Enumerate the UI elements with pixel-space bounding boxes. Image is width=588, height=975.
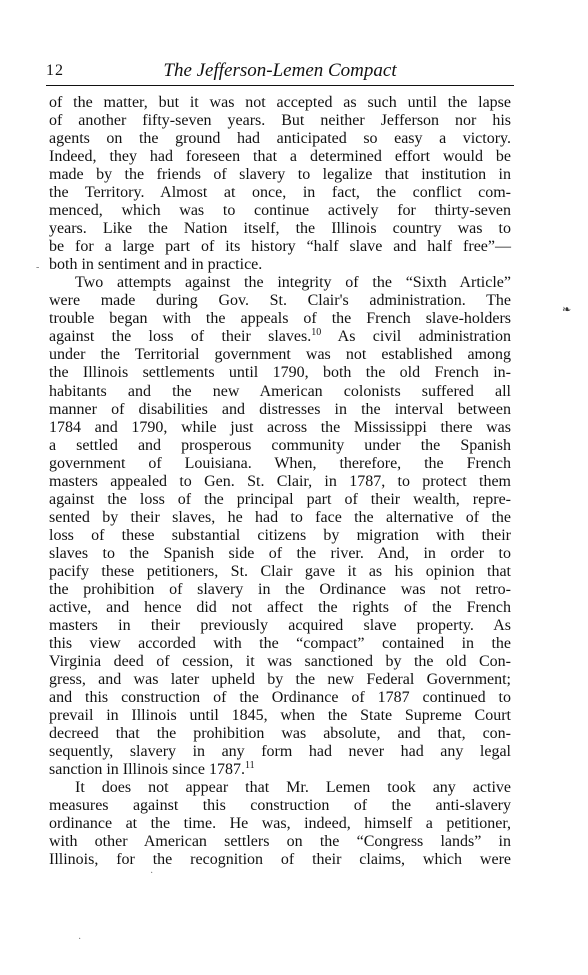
text-line — [49, 130, 511, 148]
text-line — [49, 202, 511, 220]
paper-speck: · — [150, 868, 154, 879]
text-line — [49, 437, 511, 455]
line-text: masters in their previously acquired slave property. As — [49, 616, 511, 634]
footnote-ref: 10 — [311, 327, 322, 339]
text-line — [49, 509, 511, 527]
line-text: sanction in Illinois since 1787. — [49, 761, 245, 779]
line-text: pacify these petitioners, St. Clair gave it as his opinion that — [49, 562, 511, 580]
line-text: ordinance at the time. He was, indeed, himself a petitioner, — [49, 815, 511, 833]
line-text: trouble began with the appeals of the French slave-holders — [49, 310, 511, 328]
text-line — [49, 419, 511, 437]
text-line — [49, 220, 511, 238]
footnote-ref: 11 — [244, 760, 255, 772]
text-line — [49, 653, 511, 671]
line-text: and this construction of the Ordinance of 1787 continued to — [49, 689, 511, 707]
text-line — [49, 328, 511, 346]
text-line — [49, 383, 511, 401]
running-title: The Jefferson-Lemen Compact — [163, 60, 397, 81]
line-text: agents on the ground had anticipated so easy a victory. — [49, 130, 511, 148]
margin-mark: - — [36, 262, 40, 273]
body-text — [49, 94, 511, 869]
text-line — [49, 689, 511, 707]
line-text: Virginia deed of cession, it was sanctioned by the old Con- — [49, 652, 511, 670]
text-line — [49, 112, 511, 130]
line-text: active, and hence did not affect the rights of the French — [49, 598, 511, 616]
text-line — [49, 635, 511, 653]
line-text: of the matter, but it was not accepted as such until the lapse — [49, 94, 511, 111]
line-text: sequently, slavery in any form had never had any legal — [49, 743, 511, 761]
line-text: the prohibition of slavery in the Ordinance was not retro- — [49, 580, 511, 598]
text-line — [49, 148, 511, 166]
line-text: of another fifty-seven years. But neither Jefferson nor his — [49, 112, 511, 130]
line-text: gress, and was later upheld by the new Federal Government; — [49, 671, 511, 688]
line-text: a settled and prosperous community under the Spanish — [49, 436, 511, 454]
text-line — [49, 725, 511, 743]
line-text: masters appealed to Gen. St. Clair, in 1787, to protect them — [49, 472, 511, 490]
text-line — [49, 599, 511, 617]
line-text: manner of disabilities and distresses in the interval between — [49, 400, 511, 418]
text-line — [49, 292, 511, 310]
line-text-continued: As civil administration — [321, 328, 512, 346]
text-line — [49, 455, 511, 473]
line-text: government of Louisiana. When, therefore, the French — [49, 454, 511, 472]
text-line — [49, 473, 511, 491]
text-line — [49, 563, 511, 581]
line-text: Two attempts against the integrity of the “Sixth Article” — [75, 274, 511, 292]
text-line — [49, 815, 511, 833]
text-line — [49, 364, 511, 382]
line-text: the Territory. Almost at once, in fact, the conflict com- — [49, 184, 511, 202]
text-line — [49, 256, 511, 274]
margin-smudge: ❧ — [562, 304, 572, 316]
page-header — [46, 60, 514, 84]
line-text: years. Like the Nation itself, the Illinois country was to — [49, 220, 511, 238]
line-text: this view accorded with the “compact” contained in the — [49, 634, 511, 652]
line-text: under the Territorial government was not established among — [49, 346, 511, 364]
text-line — [49, 527, 511, 545]
line-text: be for a large part of its history “half slave and half free”— — [49, 238, 511, 256]
page-number: 12 — [46, 62, 64, 79]
line-text: made by the friends of slavery to legalize that institution in — [49, 166, 511, 184]
text-line — [49, 401, 511, 419]
text-line — [49, 743, 511, 761]
text-line — [49, 761, 511, 779]
text-line — [49, 94, 511, 112]
text-line — [49, 491, 511, 509]
text-line — [49, 617, 511, 635]
text-line — [49, 274, 511, 292]
text-line — [49, 184, 511, 202]
header-rule — [46, 85, 514, 86]
line-text: were made during Gov. St. Clair's administration. The — [49, 292, 511, 310]
line-text: against the loss of the principal part of their wealth, repre- — [49, 490, 511, 508]
text-line — [49, 310, 511, 328]
line-text: habitants and the new American colonists suffered all — [49, 382, 511, 400]
paper-speck: · — [78, 934, 82, 945]
line-text: against the loss of their slaves. — [49, 328, 312, 346]
line-text: both in sentiment and in practice. — [49, 256, 263, 274]
text-line — [49, 166, 511, 184]
line-text: decreed that the prohibition was absolute, and that, con- — [49, 725, 511, 743]
text-line — [49, 671, 511, 689]
text-line — [49, 707, 511, 725]
line-text: measures against this construction of the anti-slavery — [49, 797, 511, 815]
text-line — [49, 581, 511, 599]
line-text: sented by their slaves, he had to face the alternative of the — [49, 508, 511, 526]
text-line — [49, 797, 511, 815]
line-text: 1784 and 1790, while just across the Mississippi there was — [49, 418, 511, 436]
text-line — [49, 833, 511, 851]
text-line — [49, 238, 511, 256]
text-line — [49, 346, 511, 364]
line-text: prevail in Illinois until 1845, when the State Supreme Court — [49, 707, 511, 725]
text-line — [49, 851, 511, 869]
line-text: loss of these substantial citizens by migration with their — [49, 526, 511, 544]
line-text: It does not appear that Mr. Lemen took any active — [75, 779, 511, 797]
line-text: menced, which was to continue actively for thirty-seven — [49, 202, 511, 220]
line-text: slaves to the Spanish side of the river. And, in order to — [49, 544, 511, 562]
line-text: with other American settlers on the “Congress lands” in — [49, 833, 511, 851]
text-line — [49, 545, 511, 563]
line-text: Indeed, they had foreseen that a determined effort would be — [49, 148, 511, 166]
line-text: the Illinois settlements until 1790, both the old French in- — [49, 364, 511, 382]
text-line — [49, 779, 511, 797]
line-text: Illinois, for the recognition of their claims, which were — [49, 851, 511, 869]
